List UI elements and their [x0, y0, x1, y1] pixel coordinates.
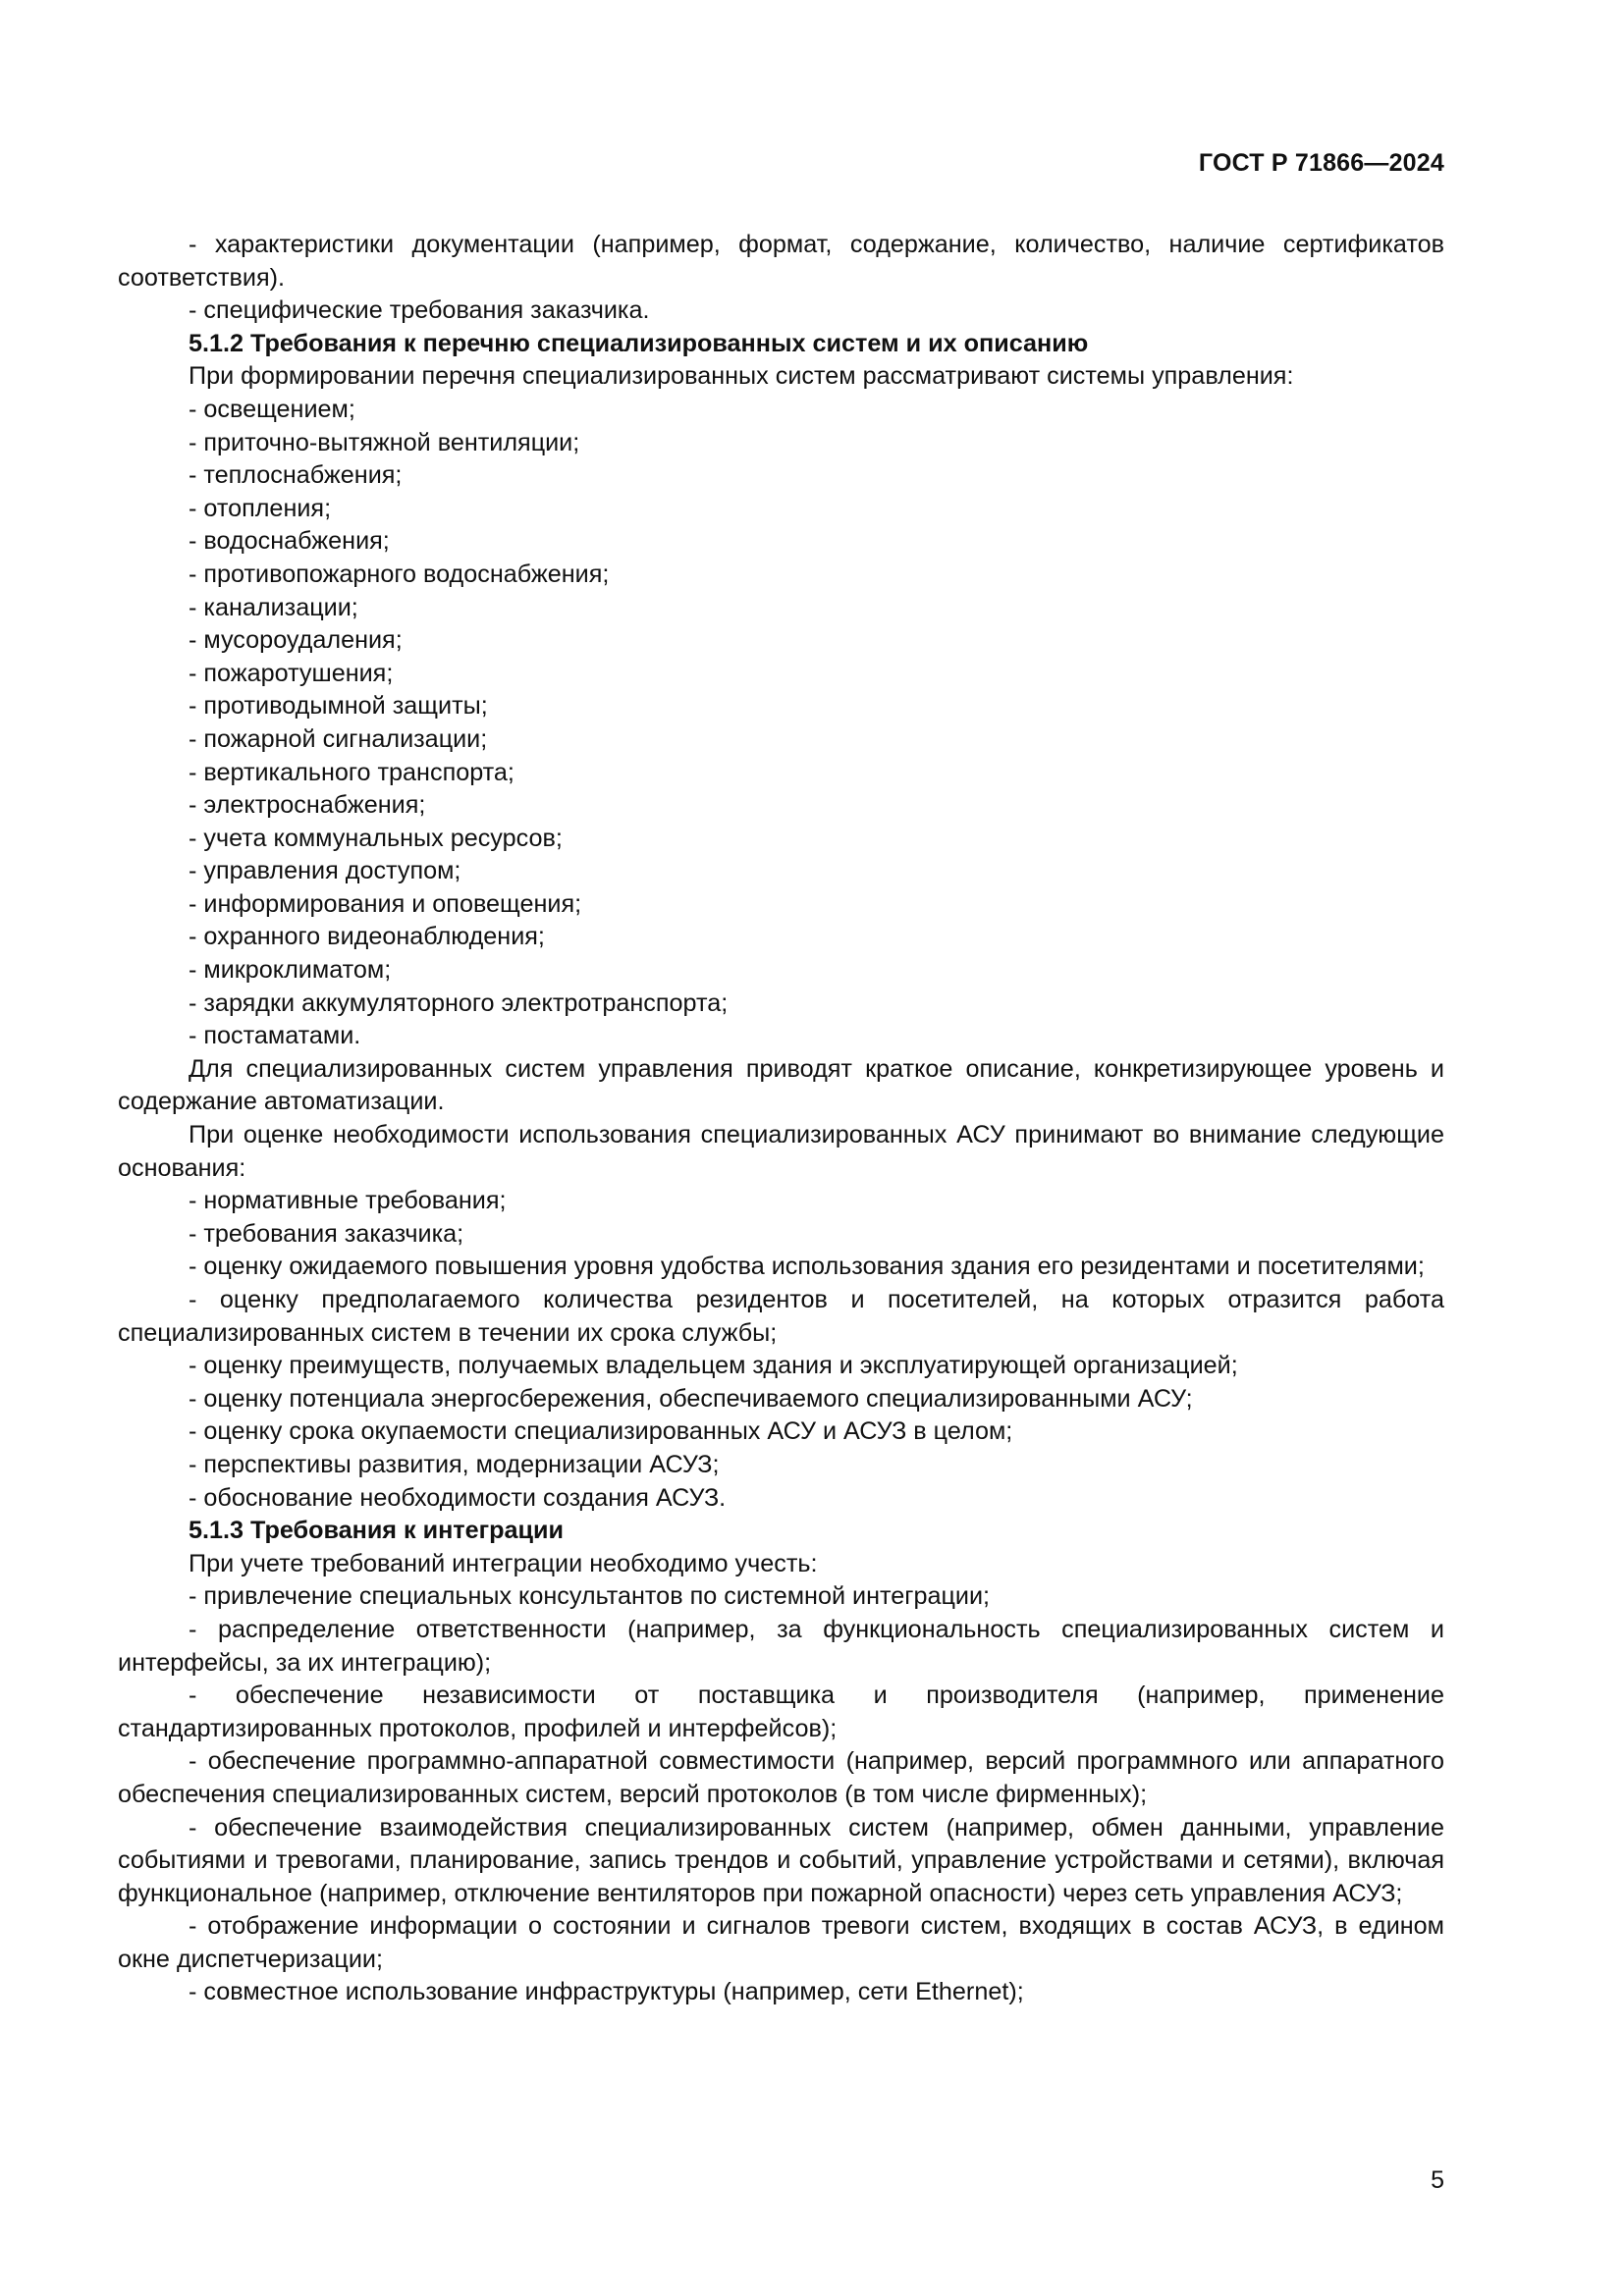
- top-list: [118, 229, 1444, 328]
- description-paragraph: Для специализированных систем управления приводят краткое описание, конкретизирующее уровень и содержание автоматизации.: [118, 1054, 1444, 1116]
- list-item: - электроснабжения;: [189, 791, 426, 820]
- list-item: - теплоснабжения;: [189, 461, 403, 490]
- list-item: - нормативные требования;: [189, 1187, 507, 1215]
- list-item: - специфические требования заказчика.: [189, 296, 650, 325]
- list-item: - информирования и оповещения;: [189, 889, 582, 918]
- list-item: - распределение ответственности (например, за функциональность специализированных систем и интерфейсы, за их интеграцию);: [118, 1615, 1444, 1677]
- document-header: ГОСТ Р 71866—2024: [1198, 149, 1444, 177]
- list-item: - пожаротушения;: [189, 659, 394, 687]
- section-heading-5-1-2: 5.1.2 Требования к перечню специализированных систем и их описанию: [189, 329, 1089, 357]
- list-item: - обеспечение взаимодействия специализированных систем (например, обмен данными, управление событиями и тревогами, планирование, запись трендов и событий, управление устройствами и сетями), включая функциональное (например, отключение вентиляторов при пожарной опасности) через сеть управления АСУЗ;: [118, 1813, 1444, 1907]
- list-item: - перспективы развития, модернизации АСУЗ;: [189, 1450, 720, 1478]
- list-item: - привлечение специальных консультантов по системной интеграции;: [189, 1582, 991, 1611]
- systems-list: [118, 394, 1444, 1053]
- list-item: - постаматами.: [189, 1022, 361, 1050]
- list-item: - охранного видеонаблюдения;: [189, 923, 545, 951]
- list-item: - канализации;: [189, 593, 358, 621]
- list-item: - оценку потенциала энергосбережения, обеспечиваемого специализированными АСУ;: [189, 1384, 1193, 1413]
- section-intro: При формировании перечня специализированных систем рассматривают системы управления:: [189, 362, 1294, 391]
- list-item: - оценку предполагаемого количества резидентов и посетителей, на которых отразится работа специализированных систем в течении их срока службы;: [118, 1286, 1444, 1347]
- list-item: - освещением;: [189, 395, 355, 423]
- list-item: - противопожарного водоснабжения;: [189, 560, 610, 588]
- list-item: - противодымной защиты;: [189, 692, 488, 721]
- assessment-intro: При оценке необходимости использования специализированных АСУ принимают во внимание следующие основания:: [118, 1121, 1444, 1182]
- list-item: - совместное использование инфраструктуры (например, сети Ethernet);: [189, 1978, 1024, 2006]
- list-item: - отопления;: [189, 494, 332, 522]
- integration-list: [118, 1580, 1444, 2009]
- page-number: 5: [1431, 2166, 1444, 2194]
- list-item: - приточно-вытяжной вентиляции;: [189, 428, 580, 456]
- list-item: - оценку ожидаемого повышения уровня удобства использования здания его резидентами и посетителями;: [189, 1253, 1425, 1281]
- list-item: - водоснабжения;: [189, 527, 390, 556]
- list-item: - оценку срока окупаемости специализированных АСУ и АСУЗ в целом;: [189, 1417, 1013, 1446]
- list-item: - зарядки аккумуляторного электротранспорта;: [189, 988, 729, 1017]
- list-item: - пожарной сигнализации;: [189, 724, 488, 753]
- assessment-list: [118, 1185, 1444, 1515]
- list-item: - отображение информации о состоянии и сигналов тревоги систем, входящих в состав АСУЗ, в едином окне диспетчеризации;: [118, 1912, 1444, 1973]
- list-item: - характеристики документации (например, формат, содержание, количество, наличие сертификатов соответствия).: [118, 231, 1444, 292]
- list-item: - обеспечение программно-аппаратной совместимости (например, версий программного или аппаратного обеспечения специализированных систем, версий протоколов (в том числе фирменных);: [118, 1747, 1444, 1808]
- section-heading-5-1-3: 5.1.3 Требования к интеграции: [189, 1517, 564, 1545]
- list-item: - микроклиматом;: [189, 956, 392, 985]
- page-body: [118, 229, 1444, 2009]
- list-item: - обоснование необходимости создания АСУЗ.: [189, 1483, 727, 1512]
- list-item: - оценку преимуществ, получаемых владельцем здания и эксплуатирующей организацией;: [189, 1352, 1238, 1380]
- list-item: - мусороудаления;: [189, 626, 403, 655]
- list-item: - требования заказчика;: [189, 1219, 464, 1248]
- list-item: - обеспечение независимости от поставщика и производителя (например, применение стандартизированных протоколов, профилей и интерфейсов);: [118, 1682, 1444, 1742]
- list-item: - вертикального транспорта;: [189, 758, 514, 786]
- list-item: - учета коммунальных ресурсов;: [189, 824, 563, 852]
- section-intro: При учете требований интеграции необходимо учесть:: [189, 1549, 818, 1577]
- list-item: - управления доступом;: [189, 857, 461, 885]
